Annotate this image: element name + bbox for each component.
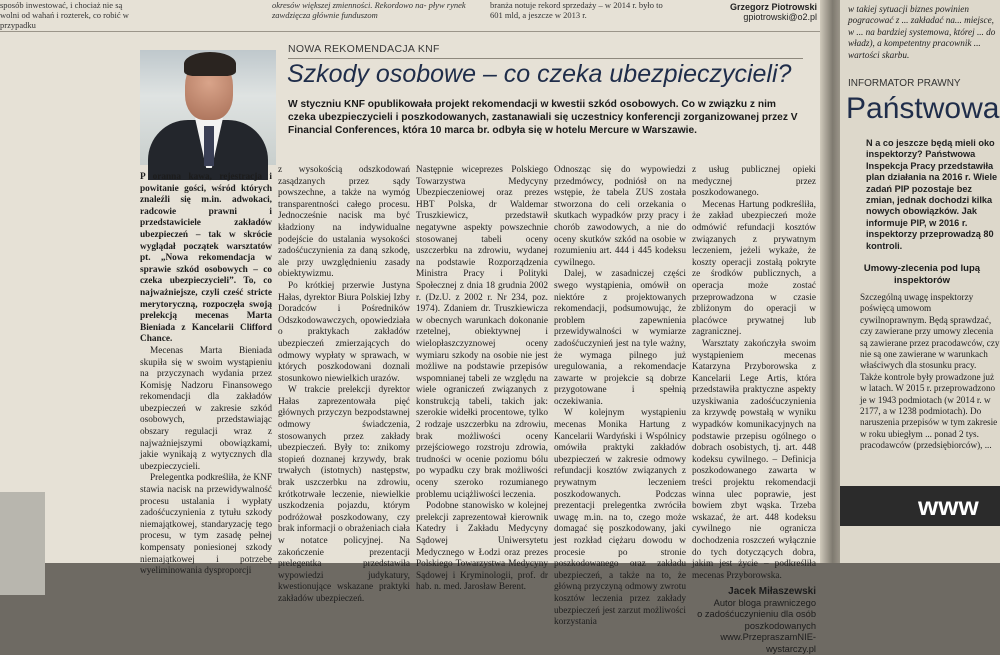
author-bio-line: wystarczy.pl bbox=[766, 643, 816, 654]
side-top-text: w takiej sytuacji biznes powinien pogracować z ... zakładać na... miejsce, w ... na bardziej systemowa, której ... do władz), a kompetentny pracownik ... wartości skarbu. bbox=[848, 4, 996, 60]
paragraph: z wysokością odszkodowań zasądzanych przez sądy powszechne, a także na wymóg transparentności całego procesu. Jednocześnie nacisk ma być kładziony na indywidualne podejście do ustalania wysokości zadośćuczynienia za daną szkodę, ale przy uwzględnieniu zasady obiektywizmu. bbox=[278, 165, 410, 280]
top-strip-col1: sposób inwestować, i chociaż nie są wolni od wahań i rozterek, co robić w przypadku bbox=[0, 0, 129, 30]
author-bio-line: poszkodowanych bbox=[744, 620, 816, 631]
author-name: Jacek Miłaszewski bbox=[728, 586, 816, 598]
paragraph: Po krótkiej przerwie Justyna Hałas, dyrektor Biura Polskiej Izby Doradców i Pośredników Odszkodowawczych, opowiedziała o praktykach zakładów ubezpieczeń zmierzających do odmowy wypłaty w sprawach, w których poszkodowani doznali stosunkowo niewielkich urazów. bbox=[278, 280, 410, 384]
photo-hair bbox=[184, 52, 236, 76]
next-page bbox=[840, 0, 1000, 563]
article-column-1 bbox=[140, 172, 272, 577]
adjacent-box bbox=[0, 492, 45, 595]
article-kicker: NOWA REKOMENDACJA KNF bbox=[288, 43, 440, 55]
paragraph: W trakcie prelekcji dyrektor Hałas zaprezentowała pięć głównych przyczyn bezpodstawnej odmowy świadczenia, stosowanych przez zakłady ubezpieczeń. Były to: znikomy stopień doznanej krzywdy, brak trwałych (istotnych) następstw, brak uszczerbku na zdrowiu, krótkotrwałe leczenie, niewielkie uszkodzenia pojazdu, którym podróżował poszkodowany, czy brak informacji o obrażeniach ciała w notatce policyjnej. Na zakończenie prezentacji prelegentka przedstawiła wypowiedzi judykatury, kwestionujące wskazane praktyki zakładów ubezpieczeń. bbox=[278, 385, 410, 604]
photo-tie bbox=[204, 126, 214, 166]
paragraph: Mecenas Marta Bieniada skupiła się w swoim wystąpieniu na przyczynach wydania przez Komisję Nadzoru Finansowego rekomendacji dla zakładów ubezpieczeń w zakresie szkód osobowych, przedstawiając obszary regulacji wraz z najważniejszymi obowiązkami, jakie wynikają z wytycznych dla ubezpieczycieli. bbox=[140, 345, 272, 472]
article-column-2 bbox=[278, 165, 410, 604]
top-author-email: gpiotrowski@o2.pl bbox=[743, 12, 817, 22]
kicker-rule bbox=[288, 58, 803, 59]
side-subhead: Umowy-zlecenia pod lupą inspektorów bbox=[863, 263, 981, 286]
paragraph: Warsztaty zakończyła swoim wystąpieniem mecenas Katarzyna Przyborowska z Kancelarii Lege Artis, która przedstawiła praktyczne aspekty uzyskiwania zadośćuczynienia za krzywdę powstałą w wyniku wypadków komunikacyjnych na podstawie przepisu ogólnego o dobrach osobistych, tj. art. 448 kodeksu cywilnego. – Definicja poszkodowanego zawarta w treści projektu rekomendacji winna ulec poprawie, jest bowiem zbyt wąska. Trzeba wskazać, że art. 448 kodeksu cywilnego nie ogranicza dochodzenia roszczeń wyłącznie do tych dotyczących dobra, jakim jest życie – podkreśliła mecenas Przyborowska. bbox=[692, 338, 816, 581]
side-section-label: INFORMATOR PRAWNY bbox=[848, 78, 961, 89]
paragraph: Dalej, w zasadniczej części swego wystąpienia, omówił on niektóre z projektowanych rekomendacji, podsumowując, że problem zapewnienia przewidywalności w wymiarze zadośćuczynień jest na tyle ważny, że wymaga pilnego już uregulowania, a rekomendacje zawarte w projekcie są dobrze przygotowane i spełnią oczekiwania. bbox=[554, 269, 686, 407]
paragraph: Prelegentka podkreśliła, że KNF stawia nacisk na przewidywalność procesu ustalania i wypłaty zadośćuczynienia z tytułu szkody niemajątkowej, standaryzację tego procesu, w tym zasadę pełnej kompensaty poniesionej szkody niemajątkowej i potrzebę wyeliminowania dysproporcji bbox=[140, 473, 272, 577]
paragraph: Mecenas Hartung podkreśliła, że zakład ubezpieczeń może odmówić refundacji kosztów związanych z prywatnym leczeniem, jeżeli wykaże, że koszty operacji zostałą pokryte ze środków publicznych, a operacja może zostać przeprowadzona w czasie zbliżonym do operacji w placówce prywatnej lub zagranicznej. bbox=[692, 199, 816, 338]
top-strip-col2: okresów większej zmienności. Rekordowo na- pływ rynek zawdzięcza głównie funduszom bbox=[272, 0, 466, 20]
author-bio-line: www.PrzepraszamNIE- bbox=[720, 632, 816, 643]
side-intro: N a co jeszcze będą mieli oko inspektorzy? Państwowa Inspekcja Pracy przedstawiła plan działania na 2016 r. Wiele zadań PIP pozostaje bez zmian, jednak dochodzi kilka nowych obowiązków. Jak informuje PIP, w 2016 r. inspektorzy przeprowadzą 80 kontroli. bbox=[866, 138, 998, 251]
article-column-5 bbox=[692, 165, 816, 654]
top-author-name: Grzegorz Piotrowski bbox=[729, 2, 817, 12]
paragraph: W kolejnym wystąpieniu mecenas Monika Hartung z Kancelarii Wardyński i Wspólnicy omówiła praktyki zakładów ubezpieczeń w zakresie odmowy refundacji kosztów związanych z prywatnym leczeniem poszkodowanych. Podczas prezentacji prelegentka zwróciła uwagę m.in. na to, czego może domagać się poszkodowany, jaki jest rozkład ciężaru dowodu w procesie po stronie poszkodowanego oraz zakładu ubezpieczeń, a także na to, że główną przyczyną odmowy zwrotu kosztów leczenia przez zakłady ubezpieczeń jest zarzut możliwości korzystania bbox=[554, 408, 686, 628]
adjacent-column bbox=[0, 32, 132, 563]
article-column-3 bbox=[416, 165, 548, 593]
paragraph: Następnie wiceprezes Polskiego Towarzystwa Medycyny Ubezpieczeniowej oraz prezes HBT Polska, dr Waldemar Truszkiewicz, przedstawił negatywne aspekty powszechnie stosowanej tabeli oceny uszczerbku na zdrowiu, wydanej na podstawie Rozporządzenia Ministra Pracy i Polityki Społecznej z dnia 18 grudnia 2002 r. (Dz.U. z 2002 r. Nr 234, poz. 1974). Zdaniem dr. Truszkiewicza w obecnych warunkach dokonanie rzetelnej, obiektywnej i wielopłaszczyznowej oceny wymiaru szkody na osobie nie jest możliwe na podstawie przepisów wspomnianej tabeli ze względu na wiele ograniczeń związanych z konstrukcją tabeli, takich jak: szerokie widełki procentowe, tylko 2 rodzaje uszczerbku na zdrowiu, brak możliwości oceny przejściowego rozstroju zdrowia, trudności w ocenie poziomu bólu po wypadku czy brak możliwości oceny szeroko rozumianego problemu uciążliwości leczenia. bbox=[416, 165, 548, 500]
top-author bbox=[705, 2, 817, 22]
article-author bbox=[692, 586, 816, 655]
side-ad: www bbox=[840, 486, 1000, 526]
side-body: Szczególną uwagę inspektorzy poświęcą umowom cywilnoprawnym. Będą sprawdzać, czy zawierane przy umowy zlecenia są zawierane przez pracodawców, czy nie są one zawierane w warunkach właściwych dla stosunku pracy. Także kontrole były prowadzone już w latach. W 2015 r. przeprowadzono je w 1943 podmiotach (w 2014 r. w 2177, a w 1238 podmiotach). Do naruszenia przepisów w tym zakresie w roku ubiegłym ... ponad 2 tys. pracodawców (przedsiębiorców), ... bbox=[860, 292, 1000, 451]
top-strip-col3: branża notuje rekord sprzedaży – w 2014 r. było to 601 mld, a jeszcze w 2013 r. bbox=[490, 0, 663, 20]
article-column-4 bbox=[554, 165, 686, 628]
paragraph: Podobne stanowisko w kolejnej prelekcji zaprezentował kierownik Katedry i Zakładu Medycyny Sądowej Uniwersytetu Medycznego w Łodzi oraz prezes Polskiego Towarzystwa Medycyny Sądowej i Kryminologii, prof. dr hab. n. med. Jarosław Berent. bbox=[416, 501, 548, 593]
paragraph: Odnosząc się do wypowiedzi przedmówcy, podniósł on na wstępie, że tabela ZUS została stworzona do celi orzekania o skutkach wypadków przy pracy i chorób zawodowych, a nie do oceny skutków szkód na osobie w rozumieniu art. 444 i 445 kodeksu cywilnego. bbox=[554, 165, 686, 268]
paragraph: z usług publicznej opieki medycznej przez poszkodowanego. bbox=[692, 165, 816, 199]
article-title: Szkody osobowe – co czeka ubezpieczycieli? bbox=[287, 60, 792, 88]
author-photo bbox=[140, 50, 276, 165]
side-title: Państwowa bbox=[846, 92, 1000, 125]
paragraph: P oranna kawa, rejestracja i powitanie gości, wśród których znaleźli się m.in. adwokaci, radcowie prawni i przedstawiciele zakładów ubezpieczeń – tak w skrócie wyglądał początek warsztatów pt. „Nowa rekomendacja w sprawie szkód osobowych – co czeka ubezpieczycieli”. To, co najważniejsze, czyli cześć stricte merytoryczną, rozpoczęła swoją prelekcją mecenas Marta Bieniada z Kancelarii Clifford Chance. bbox=[140, 172, 272, 345]
author-bio-line: Autor bloga prawniczego bbox=[713, 597, 816, 608]
author-bio-line: o zadośćuczynieniu dla osób bbox=[697, 609, 816, 620]
article-lead: W styczniu KNF opublikowała projekt rekomendacji w kwestii szkód osobowych. Co w związku z nim czeka ubezpieczycieli i poszkodowanych, zastanawiali się uczestnicy konferencji zorganizowanej przez V Financial Conferences, która 10 marca br. odbyła się w hotelu Mercure w Warszawie. bbox=[288, 99, 798, 137]
